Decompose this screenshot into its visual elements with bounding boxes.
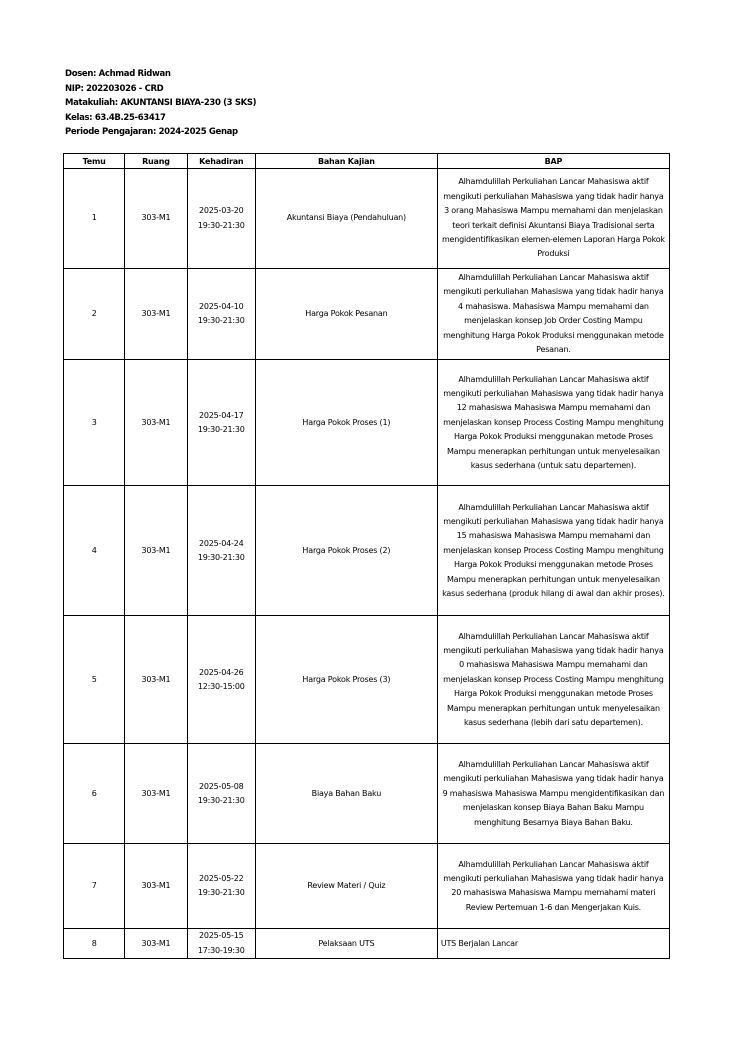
document-header bbox=[65, 67, 256, 140]
ruang-cell: 303-M1 bbox=[125, 360, 187, 486]
kehadiran-date: 2025-04-26 bbox=[199, 667, 244, 677]
temu-cell: 4 bbox=[64, 486, 125, 616]
kehadiran-date: 2025-05-22 bbox=[199, 874, 244, 884]
table-row bbox=[64, 929, 670, 959]
bahan-kajian-cell: Biaya Bahan Baku bbox=[255, 744, 437, 844]
column-header-bahan-kajian: Bahan Kajian bbox=[255, 154, 437, 169]
column-header-kehadiran: Kehadiran bbox=[187, 154, 255, 169]
table-row bbox=[64, 486, 670, 616]
bap-cell: Alhamdulillah Perkuliahan Lancar Mahasiswa aktif mengikuti perkuliahan Mahasiswa yang tidak hadir hanya 9 mahasiswa Mahasiswa Mampu mengidentifikasikan dan menjelaskan konsep Biaya Bahan Baku Mampu menghitung Besarnya Biaya Bahan Baku. bbox=[437, 744, 669, 844]
kehadiran-time: 17:30-19:30 bbox=[197, 945, 245, 955]
bahan-kajian-cell: Harga Pokok Proses (3) bbox=[255, 616, 437, 744]
table-header-row bbox=[64, 154, 670, 169]
bahan-kajian-cell: Harga Pokok Proses (1) bbox=[255, 360, 437, 486]
ruang-cell: 303-M1 bbox=[125, 844, 187, 929]
column-header-bap: BAP bbox=[437, 154, 669, 169]
bap-cell: Alhamdulillah Perkuliahan Lancar Mahasiswa aktif mengikuti perkuliahan Mahasiswa yang tidak hadir hanya 0 mahasiswa Mahasiswa Mampu memahami dan menjelaskan konsep Process Costing Mampu menghitung Harga Pokok Produksi menggunakan metode Proses Mampu menerapkan perhitungan untuk menyelesaikan kasus sederhana (lebih dari satu departemen). bbox=[437, 616, 669, 744]
temu-cell: 3 bbox=[64, 360, 125, 486]
kehadiran-date: 2025-05-08 bbox=[199, 781, 244, 791]
dosen-line: Dosen: Achmad Ridwan bbox=[65, 69, 171, 79]
table-row bbox=[64, 169, 670, 269]
kehadiran-time: 19:30-21:30 bbox=[197, 424, 245, 434]
kehadiran-cell bbox=[187, 360, 255, 486]
kehadiran-time: 19:30-21:30 bbox=[197, 888, 245, 898]
table-row bbox=[64, 360, 670, 486]
kehadiran-cell bbox=[187, 169, 255, 269]
table-row bbox=[64, 744, 670, 844]
kehadiran-time: 19:30-21:30 bbox=[197, 552, 245, 562]
ruang-cell: 303-M1 bbox=[125, 486, 187, 616]
bap-cell: Alhamdulillah Perkuliahan Lancar Mahasiswa aktif mengikuti perkuliahan Mahasiswa yang tidak hadir hanya 20 mahasiswa Mahasiswa Mampu memahami materi Review Pertemuan 1-6 dan Mengerjakan Kuis. bbox=[437, 844, 669, 929]
ruang-cell: 303-M1 bbox=[125, 269, 187, 360]
bap-cell: Alhamdulillah Perkuliahan Lancar Mahasiswa aktif mengikuti perkuliahan Mahasiswa yang tidak hadir hanya 12 mahasiswa Mahasiswa Mampu memahami dan menjelaskan konsep Process Costing Mampu menghitung Harga Pokok Produksi menggunakan metode Proses Mampu menerapkan perhitungan untuk menyelesaikan kasus sederhana (untuk satu departemen). bbox=[437, 360, 669, 486]
column-header-ruang: Ruang bbox=[125, 154, 187, 169]
kehadiran-date: 2025-03-20 bbox=[199, 206, 244, 216]
kehadiran-cell bbox=[187, 744, 255, 844]
kehadiran-date: 2025-04-10 bbox=[199, 301, 244, 311]
ruang-cell: 303-M1 bbox=[125, 169, 187, 269]
kehadiran-time: 19:30-21:30 bbox=[197, 220, 245, 230]
kehadiran-cell bbox=[187, 844, 255, 929]
temu-cell: 6 bbox=[64, 744, 125, 844]
bap-cell: UTS Berjalan Lancar bbox=[437, 929, 669, 959]
kehadiran-cell bbox=[187, 486, 255, 616]
ruang-cell: 303-M1 bbox=[125, 929, 187, 959]
temu-cell: 1 bbox=[64, 169, 125, 269]
table-row bbox=[64, 269, 670, 360]
ruang-cell: 303-M1 bbox=[125, 744, 187, 844]
nip-line: NIP: 202203026 - CRD bbox=[65, 83, 164, 94]
kehadiran-date: 2025-05-15 bbox=[199, 931, 244, 941]
kehadiran-cell bbox=[187, 269, 255, 360]
bahan-kajian-cell: Review Materi / Quiz bbox=[255, 844, 437, 929]
bahan-kajian-cell: Akuntansi Biaya (Pendahuluan) bbox=[255, 169, 437, 269]
bap-cell: Alhamdulillah Perkuliahan Lancar Mahasiswa aktif mengikuti perkuliahan Mahasiswa yang tidak hadir hanya 15 mahasiswa Mahasiswa Mampu memahami dan menjelaskan konsep Process Costing Mampu menghitung Harga Pokok Produksi menggunakan metode Proses Mampu menerapkan perhitungan untuk menyelesaikan kasus sederhana (produk hilang di awal dan akhir proses). bbox=[437, 486, 669, 616]
temu-cell: 8 bbox=[64, 929, 125, 959]
kehadiran-cell bbox=[187, 616, 255, 744]
kehadiran-date: 2025-04-17 bbox=[199, 410, 244, 420]
temu-cell: 5 bbox=[64, 616, 125, 744]
bahan-kajian-cell: Pelaksaan UTS bbox=[255, 929, 437, 959]
ruang-cell: 303-M1 bbox=[125, 616, 187, 744]
kehadiran-cell bbox=[187, 929, 255, 959]
bahan-kajian-cell: Harga Pokok Pesanan bbox=[255, 269, 437, 360]
kelas-line: Kelas: 63.4B.25-63417 bbox=[65, 112, 166, 123]
kehadiran-time: 19:30-21:30 bbox=[197, 795, 245, 805]
kehadiran-date: 2025-04-24 bbox=[199, 538, 244, 548]
bap-table bbox=[63, 153, 670, 959]
bahan-kajian-cell: Harga Pokok Proses (2) bbox=[255, 486, 437, 616]
periode-line: Periode Pengajaran: 2024-2025 Genap bbox=[65, 127, 238, 138]
bap-cell: Alhamdulillah Perkuliahan Lancar Mahasiswa aktif mengikuti perkuliahan Mahasiswa yang tidak hadir hanya 4 mahasiswa. Mahasiswa Mampu memahami dan menjelaskan konsep Job Order Costing Mampu menghitung Harga Pokok Produksi menggunakan metode Pesanan. bbox=[437, 269, 669, 360]
column-header-temu: Temu bbox=[64, 154, 125, 169]
table-row bbox=[64, 844, 670, 929]
bap-cell: Alhamdulillah Perkuliahan Lancar Mahasiswa aktif mengikuti perkuliahan Mahasiswa yang tidak hadir hanya 3 orang Mahasiswa Mampu memahami dan menjelaskan teori terkait definisi Akuntansi Biaya Tradisional serta mengidentifikasikan elemen-elemen Laporan Harga Pokok Produksi bbox=[437, 169, 669, 269]
kehadiran-time: 12:30-15:00 bbox=[197, 681, 245, 691]
temu-cell: 7 bbox=[64, 844, 125, 929]
matakuliah-line: Matakuliah: AKUNTANSI BIAYA-230 (3 SKS) bbox=[65, 98, 257, 109]
kehadiran-time: 19:30-21:30 bbox=[197, 316, 245, 326]
table-row bbox=[64, 616, 670, 744]
temu-cell: 2 bbox=[64, 269, 125, 360]
